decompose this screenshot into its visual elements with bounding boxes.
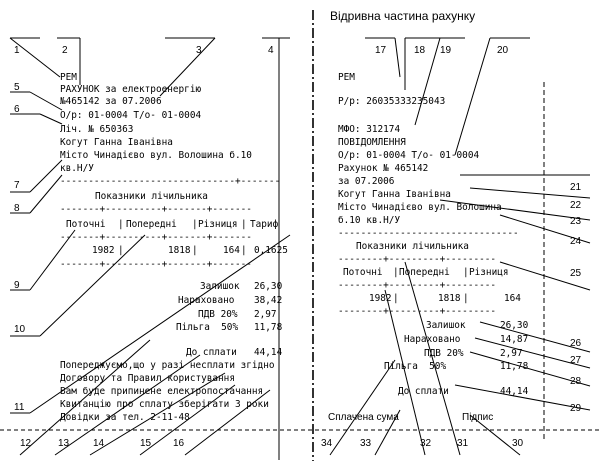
left-col-sep1: | <box>118 219 124 230</box>
left-address1: Місто Чинадієво вул. Волошина б.10 <box>60 150 252 161</box>
callout-10: 10 <box>14 324 26 335</box>
right-accrued: 14,87 <box>500 334 529 345</box>
callout-22: 22 <box>570 200 582 211</box>
left-benefit: 11,78 <box>254 322 283 333</box>
left-col-prev: Попередні <box>126 219 177 230</box>
right-val-diff: 164 <box>504 293 521 304</box>
callout-17: 17 <box>375 45 387 56</box>
right-benefit-label: Пільга 50% <box>384 361 447 372</box>
right-address2: б.10 кв.Н/У <box>338 215 401 226</box>
right-rr: Р/р: 26035333235043 <box>338 96 446 107</box>
right-address1: Місто Чинадієво вул. Волошина <box>338 202 502 213</box>
left-accrued: 38,42 <box>254 295 283 306</box>
left-col-sep3: | <box>241 219 247 230</box>
left-address2: кв.Н/У <box>60 163 94 174</box>
left-benefit-label: Пільга 50% <box>176 322 239 333</box>
left-topay-label: До сплати <box>186 347 237 358</box>
right-table-border-bot: --------+---------+--------- <box>338 306 497 317</box>
right-account: О/р: 01-0004 Т/о- 01-0004 <box>338 150 480 161</box>
left-val-diff: 164 <box>223 245 240 256</box>
tear-off-header: Відривна частина рахунку <box>330 9 476 23</box>
right-balance: 26,30 <box>500 320 529 331</box>
left-table-border-top: -------------------------------+------- <box>60 176 281 187</box>
callout-29: 29 <box>570 403 582 414</box>
callout-20: 20 <box>497 45 509 56</box>
right-col-current: Поточні <box>343 267 383 278</box>
left-table-border-bot: -------+----------+-------+------- <box>60 259 252 270</box>
callout-23: 23 <box>570 216 582 227</box>
right-table-border-top: -------------------------------- <box>338 228 519 239</box>
callout-7: 7 <box>14 180 20 191</box>
callout-27: 27 <box>570 355 582 366</box>
right-table-border-mid: --------+---------+--------- <box>338 254 497 265</box>
right-val-prev: 1818 <box>438 293 461 304</box>
right-name: Когут Ганна Іванівна <box>338 189 451 200</box>
callout-15: 15 <box>140 438 152 449</box>
right-sign-label: Підпис <box>462 412 494 423</box>
callout-19: 19 <box>440 45 452 56</box>
right-notice-title: ПОВІДОМЛЕННЯ <box>338 137 406 148</box>
left-balance: 26,30 <box>254 281 283 292</box>
callout-32: 32 <box>420 438 432 449</box>
left-col-diff: Різниця <box>198 219 238 230</box>
callout-9: 9 <box>14 280 20 291</box>
left-accrued-label: Нараховано <box>178 295 235 306</box>
right-accrued-label: Нараховано <box>404 334 461 345</box>
left-vat: 2,97 <box>254 309 277 320</box>
left-val-current: 1982 <box>92 245 115 256</box>
callout-16: 16 <box>173 438 185 449</box>
left-col-sep2: | <box>192 219 198 230</box>
right-table-border-mid2: --------+---------+--------- <box>338 280 497 291</box>
left-table-border-mid: -------+----------+-------+------- <box>60 204 252 215</box>
callout-2: 2 <box>62 45 68 56</box>
callout-4: 4 <box>268 45 274 56</box>
callout-33: 33 <box>360 438 372 449</box>
right-vat: 2,97 <box>500 348 523 359</box>
left-val-prev: 1818 <box>168 245 191 256</box>
right-readings-title: Показники лічильника <box>356 241 469 252</box>
right-topay: 44,14 <box>500 386 529 397</box>
left-topay: 44,14 <box>254 347 283 358</box>
left-vat-label: ПДВ 20% <box>198 309 238 320</box>
left-meter: Ліч. № 650363 <box>60 124 134 135</box>
right-col-prev: Попередні <box>399 267 450 278</box>
left-col-tariff: Тариф <box>250 219 279 230</box>
callout-14: 14 <box>93 438 105 449</box>
left-invoice-no: №465142 за 07.2006 <box>60 96 162 107</box>
right-col-diff: Різниця <box>469 267 509 278</box>
callout-1: 1 <box>14 45 20 56</box>
left-invoice-title: РАХУНОК за електроенергію <box>60 84 202 95</box>
left-notice-1: Попереджуємо,що у разі несплати згідно <box>60 360 275 371</box>
callout-3: 3 <box>196 45 202 56</box>
left-table-border-mid2: -------+----------+-------+------- <box>60 232 252 243</box>
callout-18: 18 <box>414 45 426 56</box>
callout-6: 6 <box>14 104 20 115</box>
right-invoice-no: Рахунок № 465142 <box>338 163 429 174</box>
right-val-current: 1982 <box>369 293 392 304</box>
callout-26: 26 <box>570 338 582 349</box>
right-paid-label: Сплачена сума <box>328 412 399 423</box>
right-topay-label: До сплати <box>398 386 449 397</box>
right-vat-label: ПДВ 20% <box>424 348 464 359</box>
left-val-tariff: 0,1625 <box>254 245 288 256</box>
left-account: О/р: 01-0004 Т/о- 01-0004 <box>60 110 202 121</box>
callout-30: 30 <box>512 438 524 449</box>
left-readings-title: Показники лічильника <box>95 191 208 202</box>
right-benefit: 11,78 <box>500 361 529 372</box>
callout-8: 8 <box>14 203 20 214</box>
right-mfo: МФО: 312174 <box>338 124 401 135</box>
left-name: Когут Ганна Іванівна <box>60 137 173 148</box>
left-col-current: Поточні <box>66 219 106 230</box>
right-balance-label: Залишок <box>426 320 466 331</box>
left-notice-3: Вам буде припинене електропостачання <box>60 386 264 397</box>
callout-31: 31 <box>457 438 469 449</box>
right-period: за 07.2006 <box>338 176 395 187</box>
right-company: РЕМ <box>338 72 355 83</box>
callout-12: 12 <box>20 438 32 449</box>
left-balance-label: Залишок <box>200 281 240 292</box>
callout-21: 21 <box>570 182 582 193</box>
callout-13: 13 <box>58 438 70 449</box>
callout-11: 11 <box>14 402 25 413</box>
left-notice-5: Довідки за тел. 2-11-48 <box>60 412 190 423</box>
left-notice-4: Квитанцію про сплату зберігати 3 роки <box>60 399 269 410</box>
left-company: РЕМ <box>60 72 77 83</box>
callout-34: 34 <box>321 438 333 449</box>
callout-28: 28 <box>570 376 582 387</box>
left-notice-2: Договору та Правил користування <box>60 373 235 384</box>
callout-5: 5 <box>14 82 20 93</box>
callout-25: 25 <box>570 268 582 279</box>
callout-24: 24 <box>570 236 582 247</box>
